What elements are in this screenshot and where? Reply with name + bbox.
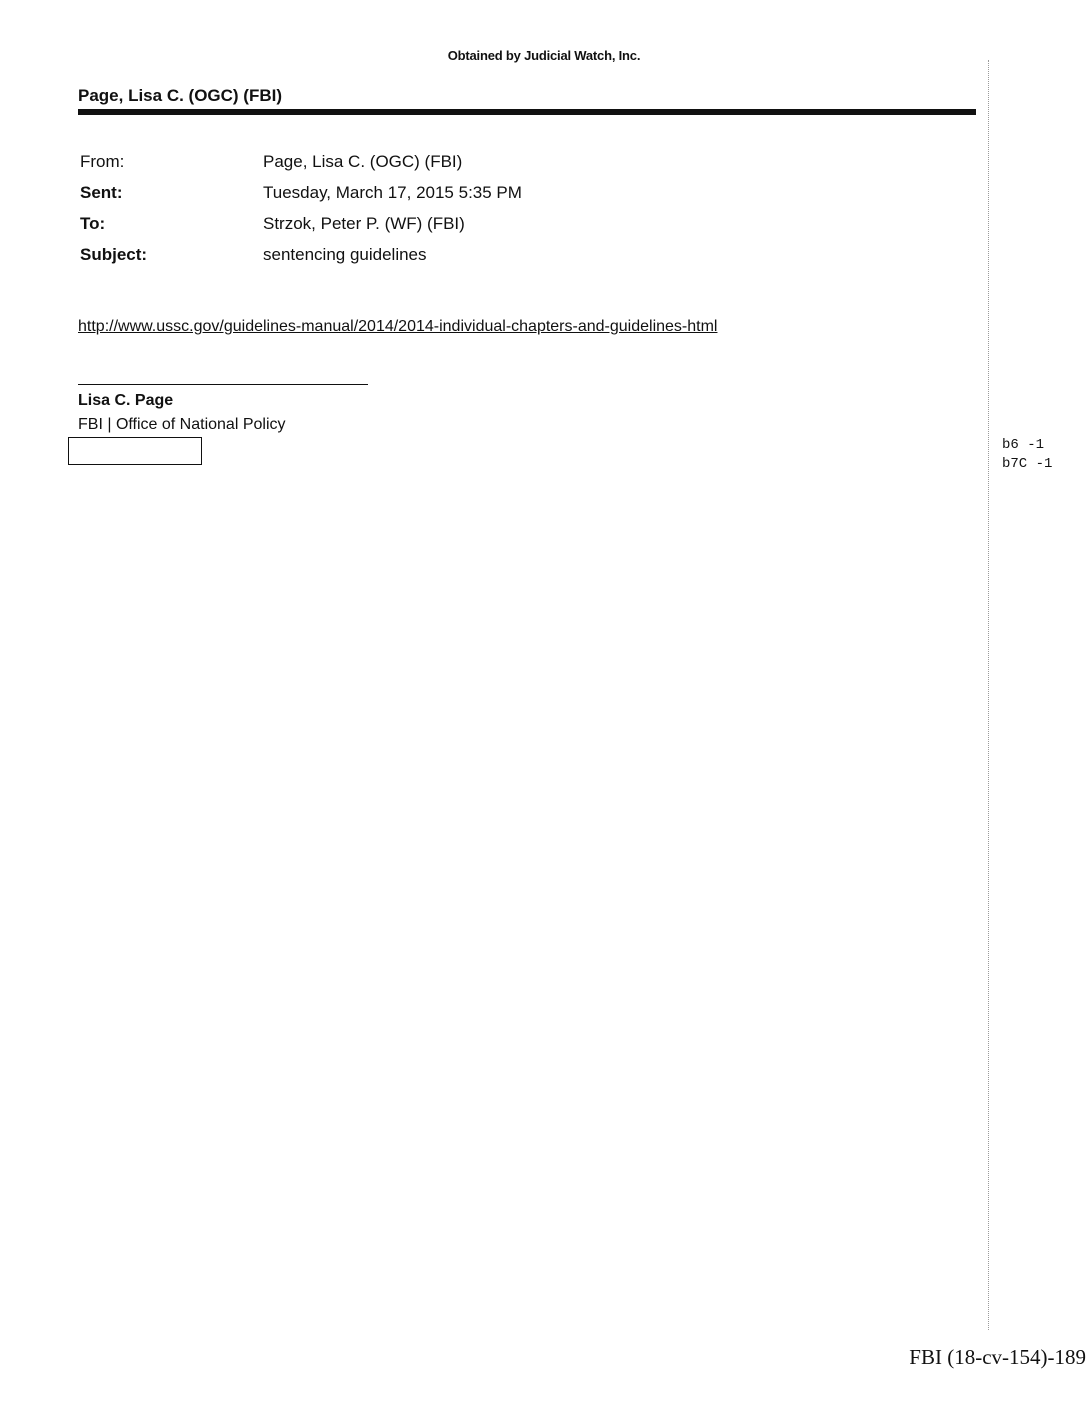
signature-divider	[78, 384, 368, 385]
exemption-code-b6: b6 -1	[1002, 437, 1045, 453]
sent-value: Tuesday, March 17, 2015 5:35 PM	[263, 182, 522, 202]
exemption-codes	[1002, 436, 1052, 474]
subject-label: Subject:	[80, 244, 148, 264]
mailbox-owner-name: Page, Lisa C. (OGC) (FBI)	[78, 86, 283, 105]
signature-office: FBI | Office of National Policy	[78, 416, 286, 433]
signature-name: Lisa C. Page	[78, 392, 174, 409]
header-divider	[78, 109, 976, 115]
watermark-text: Obtained by Judicial Watch, Inc.	[447, 48, 641, 63]
to-value: Strzok, Peter P. (WF) (FBI)	[263, 213, 465, 233]
guidelines-link[interactable]: http://www.ussc.gov/guidelines-manual/2014/2014-individual-chapters-and-guidelines-html	[78, 318, 718, 335]
from-row	[80, 146, 522, 177]
email-header-table	[80, 146, 522, 270]
margin-dotted-line	[988, 60, 989, 1330]
exemption-code-b7c: b7C -1	[1002, 456, 1053, 472]
sent-row	[80, 177, 522, 208]
to-row	[80, 208, 522, 239]
sent-label: Sent:	[80, 182, 123, 202]
redaction-box	[68, 437, 202, 465]
subject-row	[80, 239, 522, 270]
subject-value: sentencing guidelines	[263, 244, 427, 264]
bates-number: FBI (18-cv-154)-189	[909, 1345, 1086, 1369]
to-label: To:	[80, 213, 106, 233]
from-label: From:	[80, 151, 125, 171]
from-value: Page, Lisa C. (OGC) (FBI)	[263, 151, 463, 171]
